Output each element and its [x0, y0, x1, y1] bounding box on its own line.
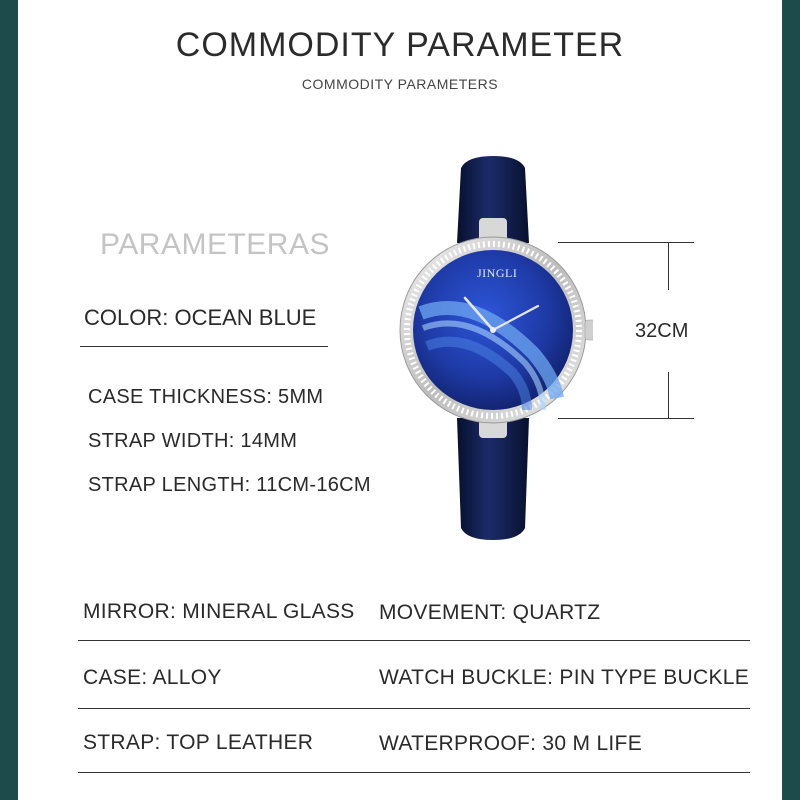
strap-spec: STRAP: TOP LEATHER [83, 731, 314, 754]
case-thickness-spec: CASE THICKNESS: 5MM [88, 386, 324, 408]
dimension-top-line [558, 242, 694, 243]
parameter-panel [18, 0, 782, 800]
waterproof-spec: WATERPROOF: 30 M LIFE [379, 732, 642, 755]
dimension-upper-bar [668, 242, 669, 290]
movement-spec: MOVEMENT: QUARTZ [379, 601, 601, 624]
dimension-label: 32CM [635, 320, 689, 342]
dimension-bottom-line [558, 418, 694, 419]
mirror-spec: MIRROR: MINERAL GLASS [83, 600, 355, 623]
page-title: COMMODITY PARAMETER [175, 26, 625, 64]
color-spec: COLOR: OCEAN BLUE [84, 305, 317, 330]
buckle-spec: WATCH BUCKLE: PIN TYPE BUCKLE [379, 666, 750, 689]
row-divider-2 [78, 708, 750, 709]
parameters-heading: PARAMETERAS [100, 228, 330, 261]
strap-width-spec: STRAP WIDTH: 14MM [88, 430, 298, 452]
row-divider-1 [78, 640, 750, 641]
color-divider [80, 346, 328, 347]
strap-length-spec: STRAP LENGTH: 11CM-16CM [88, 474, 371, 496]
dimension-lower-bar [668, 372, 669, 418]
page-subtitle: COMMODITY PARAMETERS [301, 76, 499, 92]
case-spec: CASE: ALLOY [83, 666, 222, 689]
brand-logo: JINGLI [477, 266, 518, 280]
row-divider-3 [78, 772, 750, 773]
watch-image [393, 148, 593, 548]
